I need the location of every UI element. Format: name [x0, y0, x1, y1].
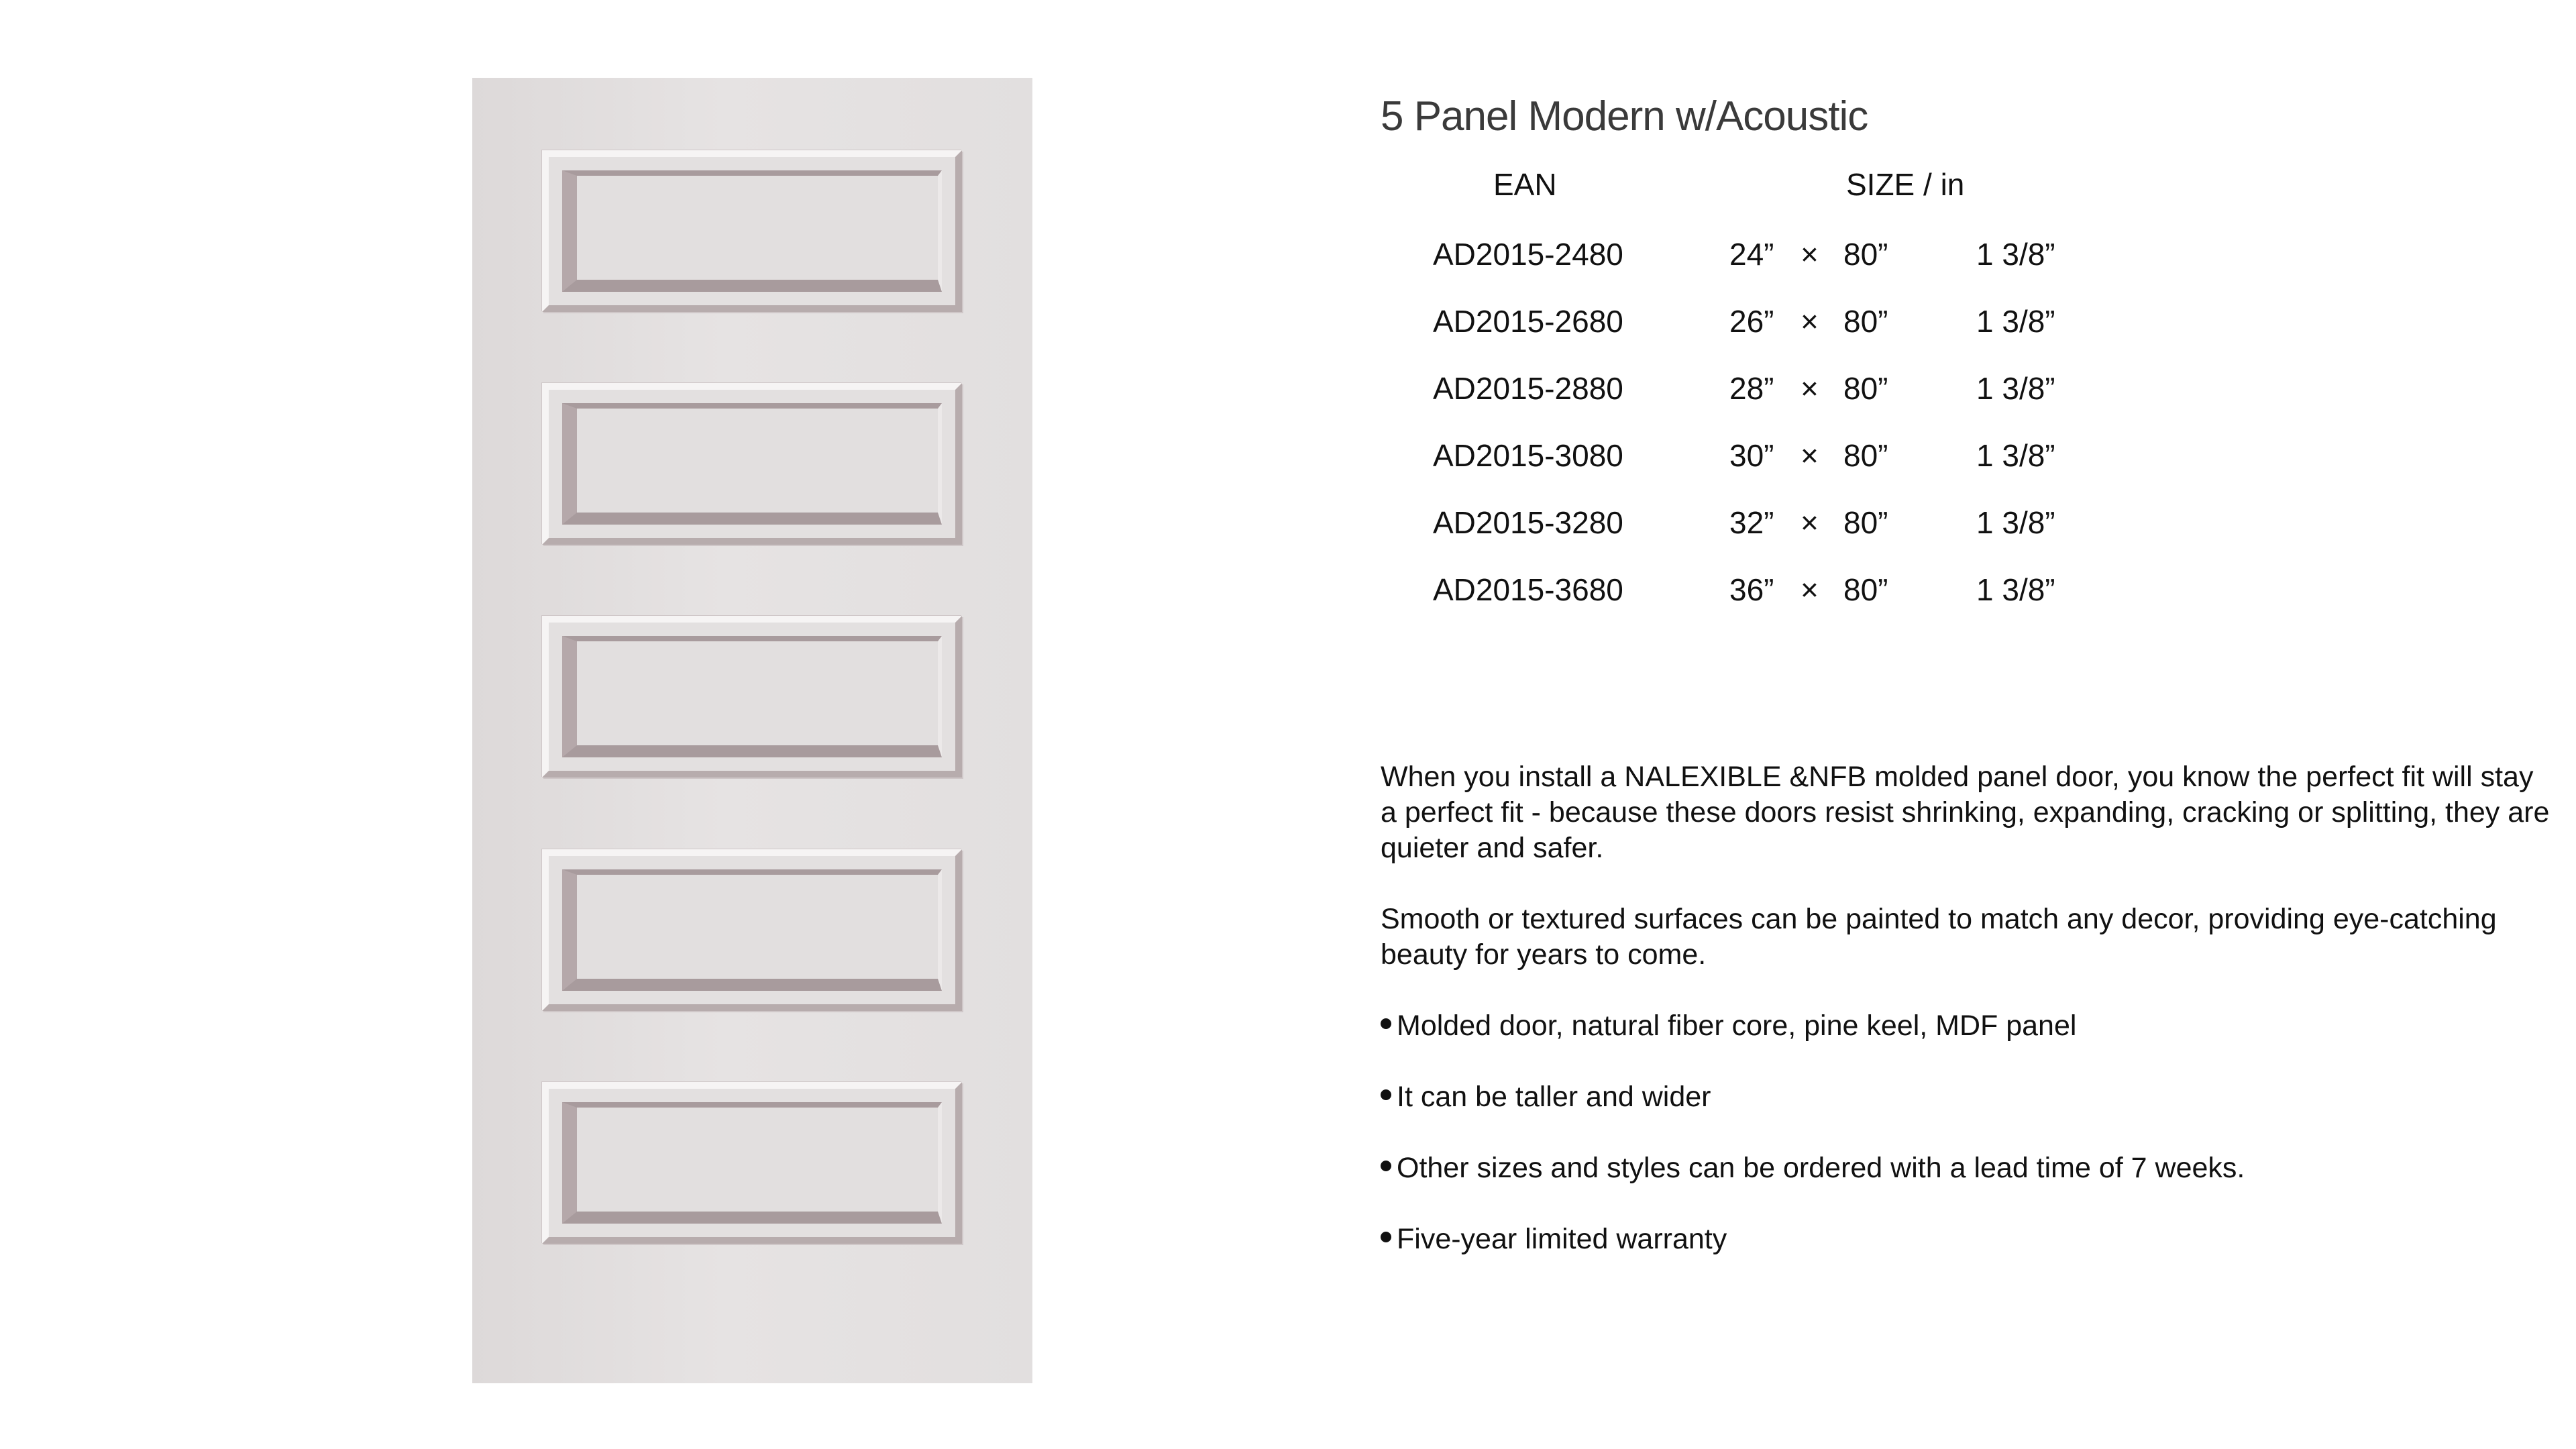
height-cell: 80” [1843, 572, 1888, 607]
ean-cell: AD2015-3280 [1433, 505, 1623, 540]
bullet-icon [1381, 1018, 1391, 1029]
ean-cell: AD2015-3080 [1433, 438, 1623, 473]
table-row [0, 236, 2576, 276]
list-item [1381, 1079, 2555, 1115]
description-paragraph: Smooth or textured surfaces can be painted to match any decor, providing eye-catching beauty for years to come. [1381, 903, 2497, 971]
height-cell: 80” [1843, 505, 1888, 540]
list-item [1381, 1222, 2555, 1257]
table-row [0, 437, 2576, 478]
bullet-icon [1381, 1161, 1391, 1171]
thickness-cell: 1 3/8” [1976, 505, 2055, 540]
times-sign: × [1801, 438, 1819, 473]
width-cell: 36” [1729, 572, 1774, 607]
ean-cell: AD2015-2880 [1433, 371, 1623, 406]
times-sign: × [1801, 572, 1819, 607]
feature-text: Other sizes and styles can be ordered with a lead time of 7 weeks. [1397, 1152, 2245, 1184]
width-cell: 28” [1729, 371, 1774, 406]
times-sign: × [1801, 505, 1819, 540]
times-sign: × [1801, 304, 1819, 339]
thickness-cell: 1 3/8” [1976, 438, 2055, 473]
feature-text: It can be taller and wider [1397, 1081, 1711, 1113]
door-panel [542, 616, 962, 777]
bullet-icon [1381, 1089, 1391, 1100]
bullet-icon [1381, 1232, 1391, 1242]
times-sign: × [1801, 371, 1819, 406]
thickness-cell: 1 3/8” [1976, 371, 2055, 406]
list-item [1381, 1008, 2555, 1044]
width-cell: 32” [1729, 505, 1774, 540]
ean-cell: AD2015-3680 [1433, 572, 1623, 607]
times-sign: × [1801, 237, 1819, 272]
ean-header: EAN [1493, 167, 1557, 202]
height-cell: 80” [1843, 371, 1888, 406]
table-row [0, 504, 2576, 545]
thickness-cell: 1 3/8” [1976, 304, 2055, 339]
feature-text: Molded door, natural fiber core, pine keel, MDF panel [1397, 1010, 2077, 1042]
height-cell: 80” [1843, 237, 1888, 272]
feature-list [1381, 1008, 2555, 1257]
ean-cell: AD2015-2680 [1433, 304, 1623, 339]
width-cell: 24” [1729, 237, 1774, 272]
description-paragraph: When you install a NALEXIBLE &NFB molded panel door, you know the perfect fit will stay a perfect fit - because these doors resist shrinking, expanding, cracking or splitting, they are quieter and safer. [1381, 761, 2550, 864]
ean-cell: AD2015-2480 [1433, 237, 1623, 272]
thickness-cell: 1 3/8” [1976, 572, 2055, 607]
width-cell: 26” [1729, 304, 1774, 339]
table-row [0, 303, 2576, 343]
size-header: SIZE / in [1846, 167, 1965, 202]
thickness-cell: 1 3/8” [1976, 237, 2055, 272]
table-row [0, 572, 2576, 612]
height-cell: 80” [1843, 438, 1888, 473]
list-item [1381, 1150, 2555, 1186]
door-panel [542, 1082, 962, 1244]
door-panel [542, 849, 962, 1011]
product-title: 5 Panel Modern w/Acoustic [1381, 93, 1868, 140]
door-panel [542, 150, 962, 312]
product-description [1381, 759, 2555, 1293]
width-cell: 30” [1729, 438, 1774, 473]
table-row [0, 370, 2576, 411]
feature-text: Five-year limited warranty [1397, 1223, 1727, 1255]
height-cell: 80” [1843, 304, 1888, 339]
